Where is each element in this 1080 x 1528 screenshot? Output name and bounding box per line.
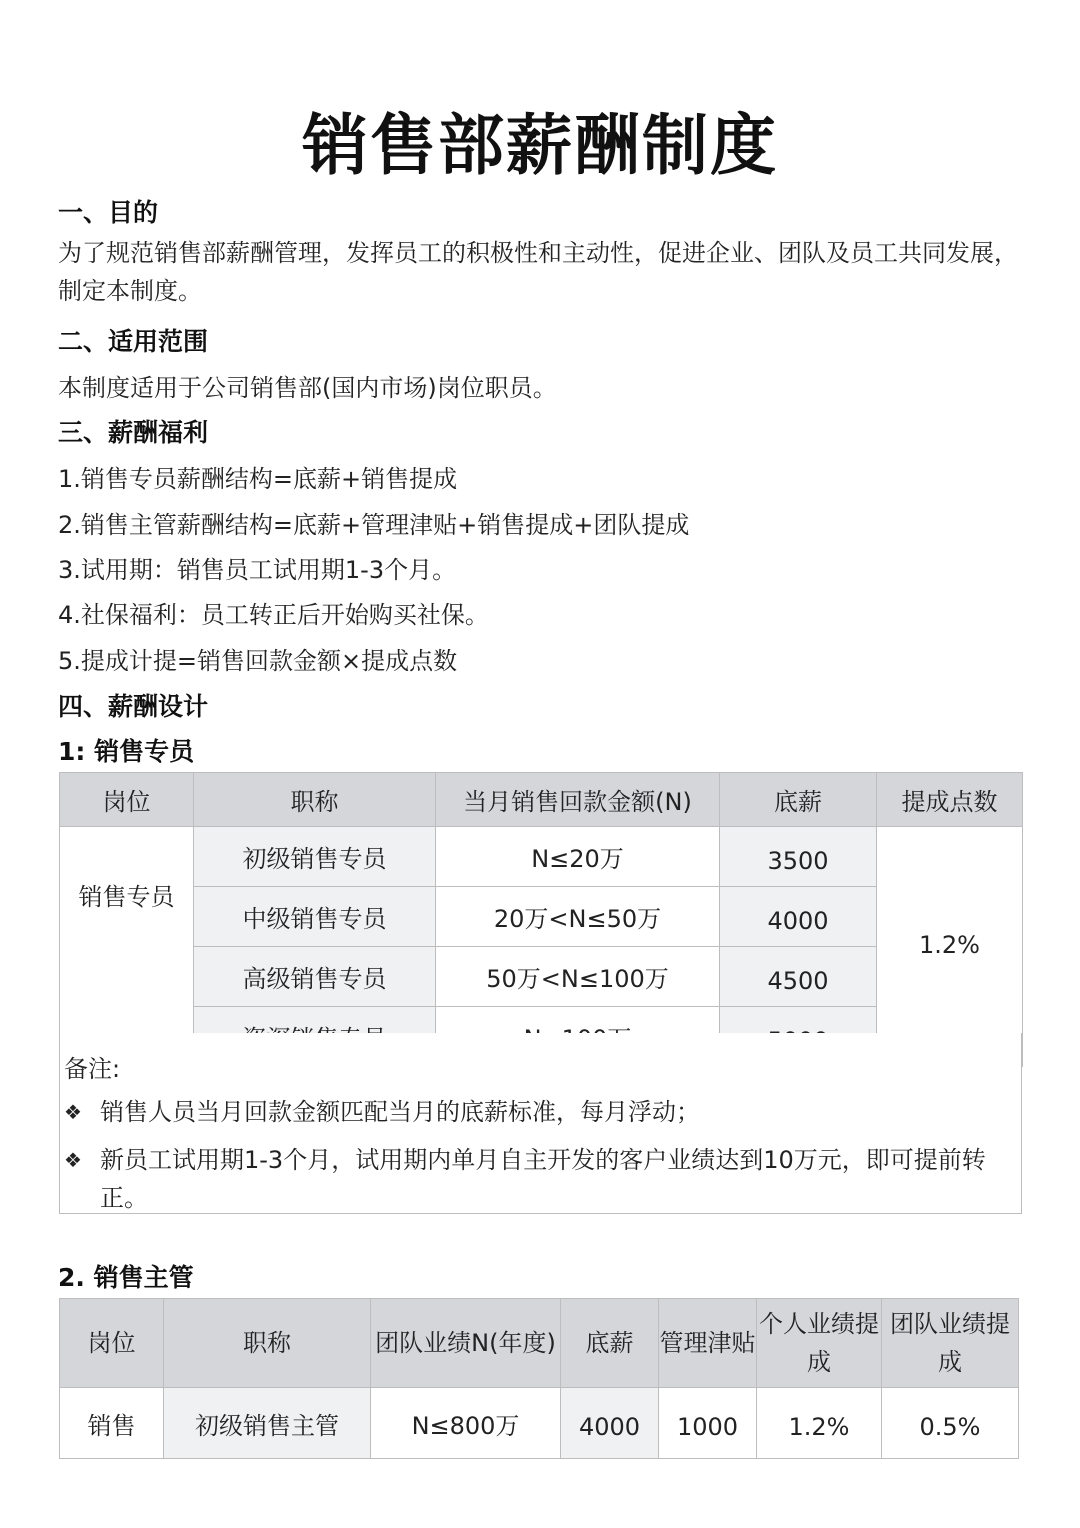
amount-cell: 20万<N≤50万 [436, 887, 720, 947]
base-salary-cell: 4500 [720, 947, 877, 1007]
note-text: 新员工试用期1-3个月，试用期内单月自主开发的客户业绩达到10万元，即可提前转正。 [100, 1146, 986, 1212]
header-cell: 个人业绩提成 [757, 1299, 882, 1388]
header-cell: 团队业绩提成 [882, 1299, 1019, 1388]
section-heading-purpose: 一、目的 [58, 198, 159, 227]
header-cell: 底薪 [561, 1299, 659, 1388]
header-cell: 提成点数 [877, 773, 1023, 827]
page-title: 销售部薪酬制度 [302, 107, 778, 184]
note-text: 销售人员当月回款金额匹配当月的底薪标准，每月浮动； [100, 1098, 700, 1126]
position-cell: 销售专员 [60, 827, 194, 1067]
scope-text: 本制度适用于公司销售部(国内市场)岗位职员。 [58, 374, 557, 402]
benefit-item: 2.销售主管薪酬结构=底薪+管理津贴+销售提成+团队提成 [58, 511, 690, 539]
benefit-item: 1.销售专员薪酬结构=底薪+销售提成 [58, 465, 458, 493]
section-heading-benefits: 三、薪酬福利 [58, 418, 209, 447]
table-row [60, 1388, 1019, 1459]
base-salary-cell: 3500 [720, 827, 877, 887]
notes-label: 备注: [64, 1055, 121, 1083]
table1-heading: 1: 销售专员 [58, 737, 195, 766]
base-salary-cell: 4000 [561, 1388, 659, 1459]
commission-rate-cell: 1.2% [877, 827, 1023, 1067]
benefit-item: 4.社保福利：员工转正后开始购买社保。 [58, 601, 489, 629]
sales-specialist-table [59, 772, 1023, 1067]
position-cell: 销售 [60, 1388, 164, 1459]
note-item [64, 1093, 1014, 1131]
purpose-text: 为了规范销售部薪酬管理，发挥员工的积极性和主动性，促进企业、团队及员工共同发展，制定本制度。 [58, 239, 1018, 305]
table-header-row [60, 773, 1023, 827]
table-row [60, 827, 1023, 887]
title-cell: 初级销售专员 [194, 827, 436, 887]
base-salary-cell: 4000 [720, 887, 877, 947]
sales-supervisor-table [59, 1298, 1019, 1459]
amount-cell: N≤20万 [436, 827, 720, 887]
header-cell: 团队业绩N(年度) [371, 1299, 561, 1388]
header-cell: 岗位 [60, 773, 194, 827]
section-heading-scope: 二、适用范围 [58, 327, 209, 356]
table-header-row [60, 1299, 1019, 1388]
note-item [64, 1141, 1014, 1217]
amount-cell: 50万<N≤100万 [436, 947, 720, 1007]
title-cell: 中级销售专员 [194, 887, 436, 947]
header-cell: 当月销售回款金额(N) [436, 773, 720, 827]
title-cell: 初级销售主管 [164, 1388, 371, 1459]
header-cell: 底薪 [720, 773, 877, 827]
header-cell: 职称 [164, 1299, 371, 1388]
diamond-bullet-icon: ❖ [64, 1148, 82, 1172]
personal-commission-cell: 1.2% [757, 1388, 882, 1459]
header-cell: 管理津贴 [659, 1299, 757, 1388]
allowance-cell: 1000 [659, 1388, 757, 1459]
team-amount-cell: N≤800万 [371, 1388, 561, 1459]
header-cell: 岗位 [60, 1299, 164, 1388]
header-cell: 职称 [194, 773, 436, 827]
title-cell: 高级销售专员 [194, 947, 436, 1007]
section-heading-design: 四、薪酬设计 [58, 692, 209, 721]
diamond-bullet-icon: ❖ [64, 1100, 82, 1124]
table2-heading: 2. 销售主管 [58, 1263, 194, 1292]
table1-notes [59, 1033, 1022, 1214]
team-commission-cell: 0.5% [882, 1388, 1019, 1459]
benefit-item: 3.试用期：销售员工试用期1-3个月。 [58, 556, 457, 584]
benefit-item: 5.提成计提=销售回款金额×提成点数 [58, 647, 458, 675]
